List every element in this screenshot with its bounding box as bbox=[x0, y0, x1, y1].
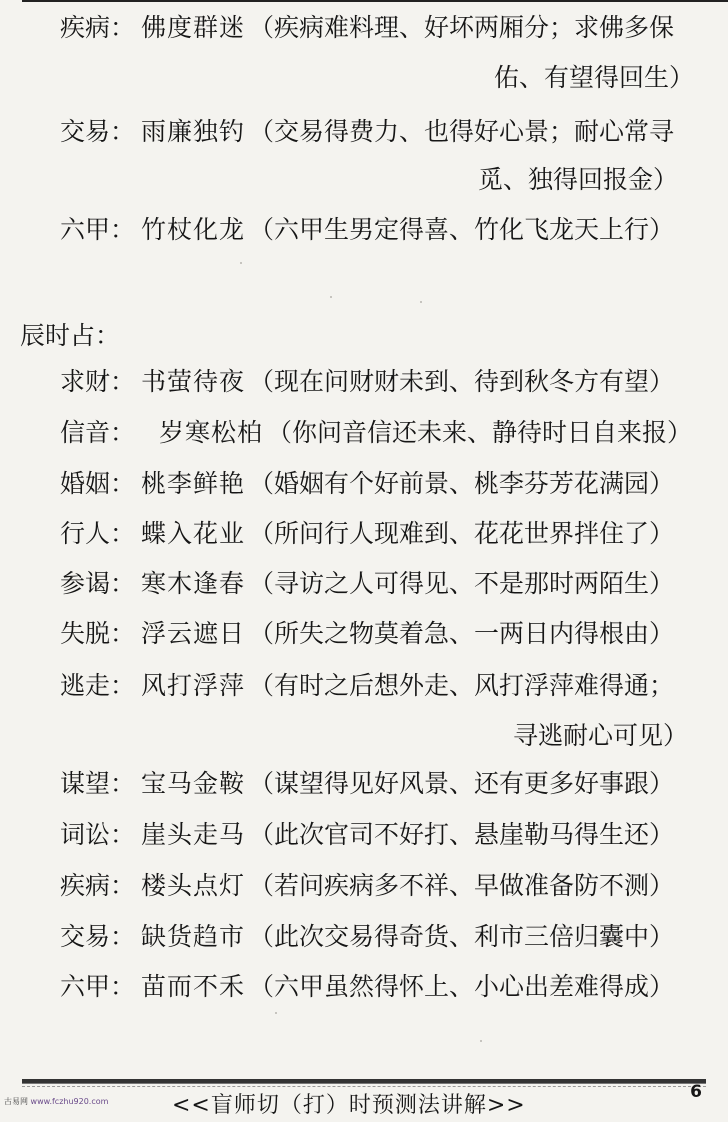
scan-speck bbox=[275, 1012, 277, 1014]
entry-trade-prev bbox=[60, 112, 674, 152]
entry-text: （所问行人现难到、花花世界拌住了） bbox=[249, 519, 675, 548]
entry-text: （现在问财财未到、待到秋冬方有望） bbox=[249, 367, 675, 396]
entry-label: 疾病： bbox=[60, 13, 136, 42]
entry-label: 失脱： bbox=[60, 619, 136, 648]
entry-title: 风打浮萍 bbox=[141, 671, 246, 700]
entry-aspiration bbox=[60, 764, 674, 804]
entry-label: 逃走： bbox=[60, 671, 136, 700]
entry-escape bbox=[60, 666, 674, 706]
entry-lost-item bbox=[60, 614, 674, 654]
entry-text: （寻访之人可得见、不是那时两陌生） bbox=[249, 569, 675, 598]
entry-text: （六甲生男定得喜、竹化飞龙天上行） bbox=[249, 215, 675, 244]
entry-text: （你问音信还未来、静待时日自来报） bbox=[267, 418, 693, 447]
footer-rule-thin bbox=[22, 1086, 706, 1087]
entry-title: 宝马金鞍 bbox=[141, 769, 246, 798]
entry-text: （交易得费力、也得好心景；耐心常寻 bbox=[249, 117, 675, 146]
entry-text: （疾病难料理、好坏两厢分；求佛多保 bbox=[249, 13, 675, 42]
entry-traveler bbox=[60, 514, 674, 554]
entry-text: （婚姻有个好前景、桃李芬芳花满园） bbox=[249, 469, 675, 498]
entry-title: 蝶入花业 bbox=[141, 519, 246, 548]
watermark bbox=[4, 1096, 108, 1107]
entry-text: （有时之后想外走、风打浮萍难得通； bbox=[249, 671, 675, 700]
entry-escape-continuation: 寻逃耐心可见） bbox=[512, 721, 688, 750]
entry-text: （谋望得见好风景、还有更多好事跟） bbox=[249, 769, 675, 798]
top-border bbox=[22, 0, 728, 2]
entry-title: 岁寒松柏 bbox=[159, 418, 264, 447]
scan-speck bbox=[240, 262, 242, 264]
scan-speck bbox=[420, 301, 422, 303]
entry-pregnancy bbox=[60, 967, 674, 1007]
entry-label: 交易： bbox=[60, 117, 136, 146]
entry-visit bbox=[60, 564, 674, 604]
scan-speck bbox=[330, 296, 332, 298]
book-title: <<盲师切（打）时预测法讲解>> bbox=[172, 1093, 526, 1118]
entry-pregnancy-prev bbox=[60, 210, 674, 250]
entry-label: 信音： bbox=[60, 418, 136, 447]
entry-text: （若问疾病多不祥、早做准备防不测） bbox=[249, 871, 675, 900]
entry-text: （六甲虽然得怀上、小心出差难得成） bbox=[249, 972, 675, 1001]
footer-rule bbox=[22, 1079, 706, 1084]
section-title: 辰时占： bbox=[20, 321, 121, 350]
entry-label: 词讼： bbox=[60, 820, 136, 849]
entry-trade bbox=[60, 917, 674, 957]
entry-label: 参谒： bbox=[60, 569, 136, 598]
entry-label: 六甲： bbox=[60, 972, 136, 1001]
entry-title: 崖头走马 bbox=[141, 820, 246, 849]
entry-trade-prev-continuation: 觅、独得回报金） bbox=[477, 165, 678, 194]
entry-label: 求财： bbox=[60, 367, 136, 396]
entry-illness bbox=[60, 866, 674, 906]
entry-illness-prev bbox=[60, 8, 674, 48]
entry-label: 谋望： bbox=[60, 769, 136, 798]
entry-title: 寒木逢春 bbox=[141, 569, 246, 598]
entry-text: （此次官司不好打、悬崖勒马得生还） bbox=[249, 820, 675, 849]
entry-label: 行人： bbox=[60, 519, 136, 548]
entry-title: 苗而不禾 bbox=[141, 972, 246, 1001]
entry-label: 婚姻： bbox=[60, 469, 136, 498]
entry-label: 交易： bbox=[60, 922, 136, 951]
entry-illness-prev-continuation: 佑、有望得回生） bbox=[493, 63, 694, 92]
entry-title: 雨廉独钓 bbox=[141, 117, 246, 146]
entry-title: 书萤待夜 bbox=[141, 367, 246, 396]
entry-marriage bbox=[60, 464, 674, 504]
entry-news bbox=[60, 413, 692, 453]
watermark-url: www.fczhu920.com bbox=[30, 1097, 109, 1106]
entry-label: 疾病： bbox=[60, 871, 136, 900]
entry-title: 竹杖化龙 bbox=[141, 215, 246, 244]
entry-title: 佛度群迷 bbox=[141, 13, 246, 42]
entry-wealth bbox=[60, 362, 674, 402]
entry-text: （此次交易得奇货、利市三倍归囊中） bbox=[249, 922, 675, 951]
page-number: 6 bbox=[690, 1082, 702, 1102]
entry-title: 桃李鲜艳 bbox=[141, 469, 246, 498]
scan-speck bbox=[480, 1040, 482, 1042]
watermark-site: 古易网 bbox=[4, 1097, 28, 1106]
entry-title: 浮云遮日 bbox=[141, 619, 246, 648]
entry-text: （所失之物莫着急、一两日内得根由） bbox=[249, 619, 675, 648]
entry-title: 缺货趋市 bbox=[141, 922, 246, 951]
entry-lawsuit bbox=[60, 815, 674, 855]
entry-label: 六甲： bbox=[60, 215, 136, 244]
entry-title: 楼头点灯 bbox=[141, 871, 246, 900]
